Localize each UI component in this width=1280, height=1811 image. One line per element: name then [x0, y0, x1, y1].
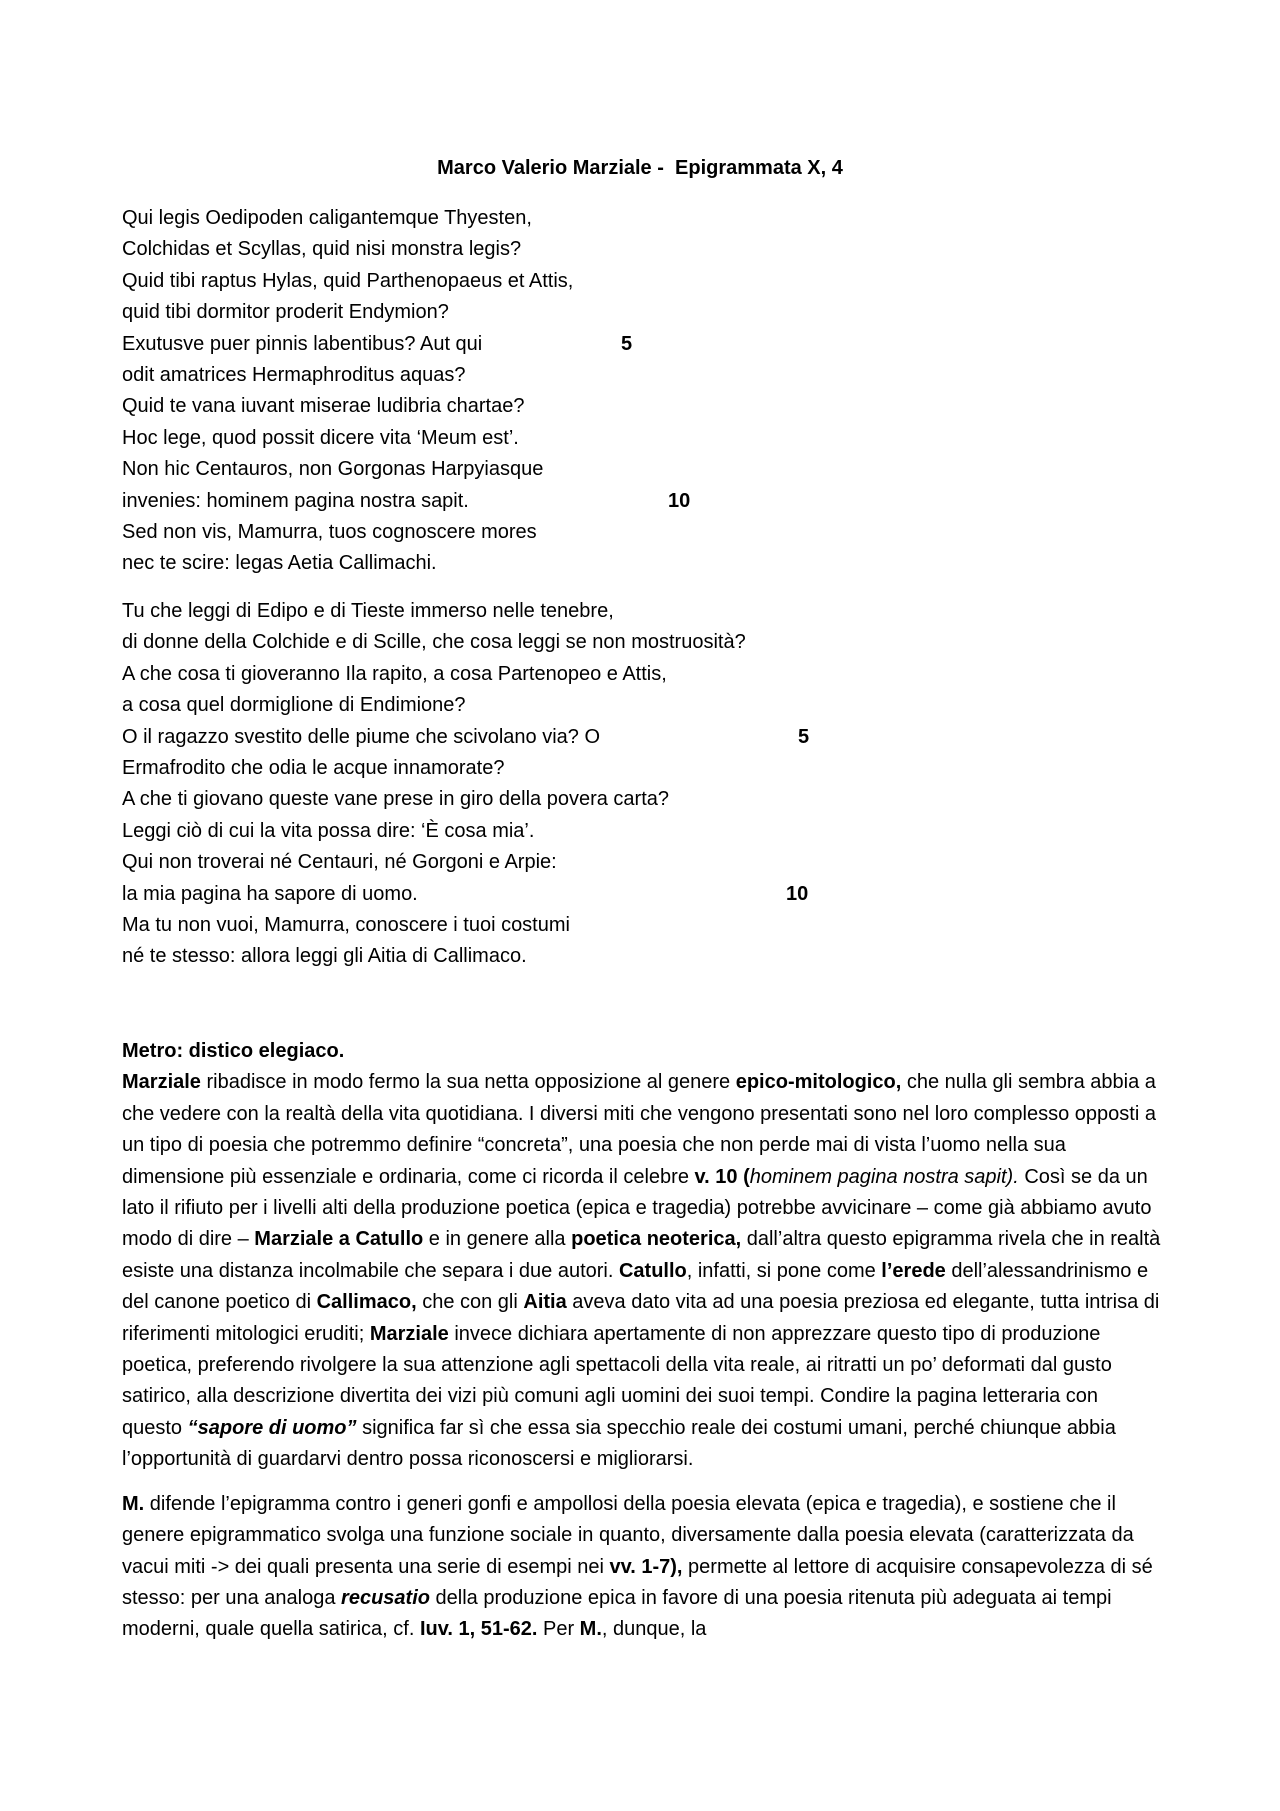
emphasis: epico-mitologico, [735, 1071, 902, 1094]
commentary [122, 1036, 1162, 1646]
verse-line: di donne della Colchide e di Scille, che cosa leggi se non mostruosità? [122, 631, 746, 654]
emphasis: Iuv. 1, 51-62. [419, 1618, 538, 1641]
line-number: 10 [668, 489, 691, 512]
text-run: ribadisce in modo fermo la sua netta opposizione al genere [200, 1071, 736, 1094]
latin-text [122, 203, 882, 580]
text-run: Per [537, 1618, 580, 1641]
emphasis: Marziale [122, 1071, 201, 1094]
verse-line-text: Exutusve puer pinnis labentibus? Aut qui [122, 332, 483, 355]
emphasis: Marziale a Catullo [254, 1228, 424, 1251]
text-run: della produzione epica in favore di una poesia ritenuta più adeguata ai tempi moderni, quale quella satirica, cf. [122, 1586, 1112, 1641]
verse-line: Leggi ciò di cui la vita possa dire: ‘È cosa mia’. [122, 819, 535, 842]
verse-line: Non hic Centauros, non Gorgonas Harpyiasque [122, 458, 544, 481]
verse-line: Tu che leggi di Edipo e di Tieste immerso nelle tenebre, [122, 600, 614, 622]
emphasis: poetica neoterica, [571, 1228, 742, 1251]
verse-line [122, 722, 882, 753]
verse-line-text: la mia pagina ha sapore di uomo. [122, 882, 418, 905]
commentary-paragraph [122, 1489, 1162, 1646]
verse-line: Qui non troverai né Centauri, né Gorgoni e Arpie: [122, 851, 557, 874]
verse-line: A che ti giovano queste vane prese in giro della povera carta? [122, 788, 670, 811]
text-run: invece dichiara apertamente di non apprezzare questo tipo di produzione poetica, preferendo rivolgere la sua attenzione agli spettacoli della vita reale, ai ritratti un po’ deformati dal gusto satirico, alla descrizione divertita dei vizi più comuni agli uomini dei suoi tempi. Condire la pagina letteraria con questo [122, 1322, 1112, 1439]
text-run: che con gli [416, 1291, 524, 1314]
meter-heading: Metro: distico elegiaco. [122, 1040, 345, 1062]
verse-line: Ma tu non vuoi, Mamurra, conoscere i tuoi costumi [122, 913, 570, 936]
emphasis: v. 10 ( [694, 1165, 750, 1188]
text-run: difende l’epigramma contro i generi gonfi e ampollosi della poesia elevata (epica e tragedia), e sostiene che il genere epigrammatico svolga una funzione sociale in quanto, diversamente dalla poesia elevata (caratterizzata da vacui miti -> dei quali presenta una serie di esempi nei [122, 1492, 1134, 1578]
emphasis: Callimaco, [316, 1291, 417, 1314]
verse-line: quid tibi dormitor proderit Endymion? [122, 301, 449, 324]
emphasis: vv. 1-7), [609, 1555, 683, 1578]
verse-line [122, 329, 882, 360]
verse-line-text: invenies: hominem pagina nostra sapit. [122, 489, 469, 512]
bold-italic-term: recusatio [341, 1586, 430, 1609]
verse-line: Ermafrodito che odia le acque innamorate? [122, 756, 505, 779]
verse-line: Quid tibi raptus Hylas, quid Parthenopaeus et Attis, [122, 269, 574, 292]
verse-line: Quid te vana iuvant miserae ludibria chartae? [122, 395, 525, 418]
verse-line: Qui legis Oedipoden caligantemque Thyesten, [122, 207, 532, 229]
text-run: , infatti, si pone come [686, 1259, 882, 1282]
document-title: Marco Valerio Marziale - Epigrammata X, 4 [437, 157, 843, 179]
verse-line-text: O il ragazzo svestito delle piume che scivolano via? O [122, 725, 601, 748]
verse-line: odit amatrices Hermaphroditus aquas? [122, 363, 466, 386]
verse-line [122, 879, 882, 910]
text-run: permette al lettore di acquisire consapevolezza di sé stesso: per una analoga [122, 1555, 1153, 1609]
verse-line: A che cosa ti gioveranno Ila rapito, a cosa Partenopeo e Attis, [122, 662, 667, 685]
text-run: Così se da un lato il rifiuto per i livelli alti della produzione poetica (epica e tragedia) potrebbe avvicinare – come già abbiamo avuto modo di dire – [122, 1165, 1152, 1251]
commentary-paragraph [122, 1036, 1162, 1476]
verse-line: né te stesso: allora leggi gli Aitia di Callimaco. [122, 945, 527, 968]
emphasis: Aitia [523, 1291, 567, 1314]
text-run: , dunque, la [601, 1618, 707, 1641]
verse-line: nec te scire: legas Aetia Callimachi. [122, 552, 437, 575]
line-number: 10 [786, 882, 809, 905]
emphasis: M. [122, 1492, 145, 1515]
line-number: 5 [621, 332, 633, 355]
emphasis: l’erede [881, 1259, 946, 1282]
emphasis: Catullo [618, 1259, 687, 1282]
verse-line: Hoc lege, quod possit dicere vita ‘Meum est’. [122, 426, 519, 449]
text-run: aveva dato vita ad una poesia preziosa ed elegante, tutta intrisa di riferimenti mitologici eruditi; [122, 1291, 1160, 1345]
text-run: che nulla gli sembra abbia a che vedere con la realtà della vita quotidiana. I diversi miti che vengono presentati sono nel loro complesso opposti a un tipo di poesia che potremmo definire “concreta”, una poesia che non perde mai di vista l’uomo nella sua dimensione più essenziale e ordinaria, come ci ricorda il celebre [122, 1071, 1156, 1188]
verse-line: Sed non vis, Mamurra, tuos cognoscere mores [122, 520, 537, 543]
emphasis: M. [579, 1618, 602, 1641]
text-run: significa far sì che essa sia specchio reale dei costumi umani, perché chiunque abbia l’opportunità di guardarvi dentro possa riconoscersi e migliorarsi. [122, 1416, 1116, 1471]
italian-translation [122, 596, 882, 973]
verse-line [122, 486, 882, 517]
verse-line: Colchidas et Scyllas, quid nisi monstra legis? [122, 238, 522, 261]
text-run: dell’alessandrinismo e del canone poetico di [122, 1259, 1149, 1314]
verse-line: a cosa quel dormiglione di Endimione? [122, 694, 466, 717]
text-run: dall’altra questo epigramma rivela che in realtà esiste una distanza incolmabile che separa i due autori. [122, 1228, 1161, 1282]
emphasis: Marziale [369, 1322, 449, 1345]
bold-italic-quote: “sapore di uomo” [187, 1416, 357, 1439]
italic-quote: hominem pagina nostra sapit). [749, 1165, 1019, 1188]
text-run: e in genere alla [423, 1228, 572, 1251]
line-number: 5 [798, 725, 810, 748]
